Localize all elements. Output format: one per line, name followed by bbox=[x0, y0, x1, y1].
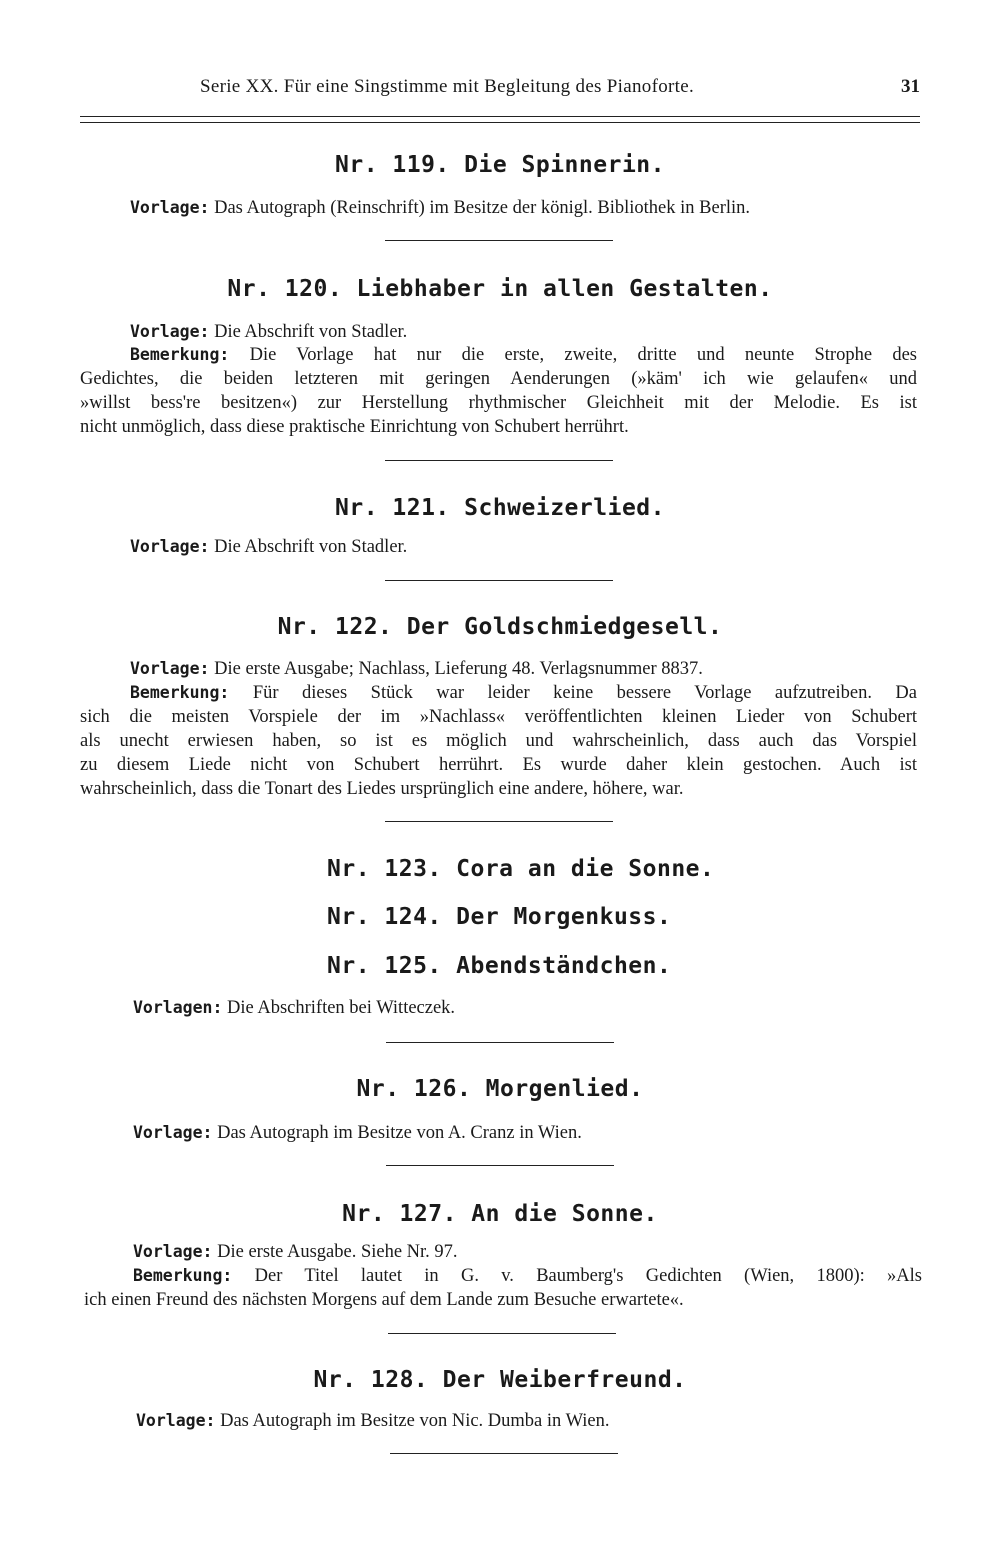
vorlage-119 bbox=[130, 196, 970, 220]
header-title: Serie XX. Für eine Singstimme mit Begleitung des Pianoforte. bbox=[200, 76, 694, 97]
page-number: 31 bbox=[901, 76, 920, 97]
bemerkung-122-line-1 bbox=[130, 681, 917, 705]
vorlage-label: Vorlage: bbox=[133, 1242, 213, 1261]
bemerkung-122-line-2: sich die meisten Vorspiele der im »Nachlass« veröffentlichten kleinen Lieder von Schubert bbox=[80, 707, 917, 727]
bemerkung-122-line-5: wahrscheinlich, dass die Tonart des Liedes ursprünglich eine andere, höhere, war. bbox=[80, 779, 684, 799]
heading-123: Nr. 123. Cora an die Sonne. bbox=[327, 856, 715, 882]
header-rule-double bbox=[80, 122, 920, 123]
bemerkung-122-line-4: zu diesem Liede nicht von Schubert herrührt. Es wurde daher klein gestochen. Auch ist bbox=[80, 755, 917, 775]
separator bbox=[390, 1453, 618, 1454]
bemerkung-text: Die Vorlage hat nur die erste, zweite, dritte und neunte Strophe des bbox=[249, 345, 918, 365]
vorlage-text: Die erste Ausgabe. Siehe Nr. 97. bbox=[217, 1242, 458, 1262]
heading-122: Nr. 122. Der Goldschmiedgesell. bbox=[277, 614, 723, 640]
heading-119: Nr. 119. Die Spinnerin. bbox=[335, 152, 665, 178]
vorlage-label: Vorlage: bbox=[130, 198, 210, 217]
bemerkung-120-line-3: »willst bess're besitzen«) zur Herstellung rhythmischer Gleichheit mit der Melodie. Es ist bbox=[80, 393, 917, 413]
vorlage-text: Die erste Ausgabe; Nachlass, Lieferung 48. Verlagsnummer 8837. bbox=[214, 659, 703, 679]
header-rule bbox=[80, 116, 920, 117]
bemerkung-label: Bemerkung: bbox=[130, 683, 230, 702]
vorlagen-123-125 bbox=[133, 996, 973, 1020]
bemerkung-label: Bemerkung: bbox=[130, 345, 230, 364]
bemerkung-127-line-2: ich einen Freund des nächsten Morgens auf dem Lande zum Besuche erwartete«. bbox=[84, 1290, 684, 1310]
vorlage-122 bbox=[130, 657, 970, 681]
bemerkung-label: Bemerkung: bbox=[133, 1266, 233, 1285]
separator bbox=[385, 821, 613, 822]
vorlage-label: Vorlagen: bbox=[133, 998, 223, 1017]
vorlage-text: Das Autograph (Reinschrift) im Besitze der königl. Bibliothek in Berlin. bbox=[214, 198, 751, 218]
separator bbox=[385, 460, 613, 461]
vorlage-120 bbox=[130, 320, 970, 344]
heading-127: Nr. 127. An die Sonne. bbox=[342, 1201, 658, 1227]
vorlage-126 bbox=[133, 1121, 973, 1145]
bemerkung-120-line-4: nicht unmöglich, dass diese praktische Einrichtung von Schubert herrührt. bbox=[80, 417, 629, 437]
bemerkung-120-line-2: Gedichtes, die beiden letzteren mit geringen Aenderungen (»käm' ich wie gelaufen« und bbox=[80, 369, 917, 389]
vorlage-127 bbox=[133, 1240, 973, 1264]
heading-120: Nr. 120. Liebhaber in allen Gestalten. bbox=[227, 276, 773, 302]
vorlage-label: Vorlage: bbox=[136, 1411, 216, 1430]
heading-124: Nr. 124. Der Morgenkuss. bbox=[327, 904, 672, 930]
vorlage-128 bbox=[136, 1409, 976, 1433]
bemerkung-120-line-1 bbox=[130, 343, 917, 367]
heading-125: Nr. 125. Abendständchen. bbox=[327, 953, 672, 979]
vorlage-label: Vorlage: bbox=[130, 537, 210, 556]
heading-128: Nr. 128. Der Weiberfreund. bbox=[313, 1367, 687, 1393]
vorlage-label: Vorlage: bbox=[130, 659, 210, 678]
bemerkung-text: Der Titel lautet in G. v. Baumberg's Gedichten (Wien, 1800): »Als bbox=[254, 1266, 922, 1286]
separator bbox=[385, 240, 613, 241]
vorlage-label: Vorlage: bbox=[133, 1123, 213, 1142]
bemerkung-127-line-1 bbox=[133, 1264, 922, 1288]
vorlage-121 bbox=[130, 535, 970, 559]
separator bbox=[388, 1333, 616, 1334]
separator bbox=[386, 1042, 614, 1043]
vorlage-text: Die Abschriften bei Witteczek. bbox=[227, 998, 456, 1018]
bemerkung-text: Für dieses Stück war leider keine bessere Vorlage aufzutreiben. Da bbox=[252, 683, 917, 703]
bemerkung-122-line-3: als unecht erwiesen haben, so ist es möglich und wahrscheinlich, dass auch das Vorspiel bbox=[80, 731, 917, 751]
vorlage-text: Die Abschrift von Stadler. bbox=[214, 322, 408, 342]
vorlage-text: Das Autograph im Besitze von Nic. Dumba in Wien. bbox=[220, 1411, 610, 1431]
separator bbox=[386, 1165, 614, 1166]
vorlage-label: Vorlage: bbox=[130, 322, 210, 341]
heading-121: Nr. 121. Schweizerlied. bbox=[335, 495, 665, 521]
heading-126: Nr. 126. Morgenlied. bbox=[356, 1076, 644, 1102]
separator bbox=[385, 580, 613, 581]
vorlage-text: Das Autograph im Besitze von A. Cranz in Wien. bbox=[217, 1123, 582, 1143]
running-header bbox=[80, 76, 920, 106]
vorlage-text: Die Abschrift von Stadler. bbox=[214, 537, 408, 557]
